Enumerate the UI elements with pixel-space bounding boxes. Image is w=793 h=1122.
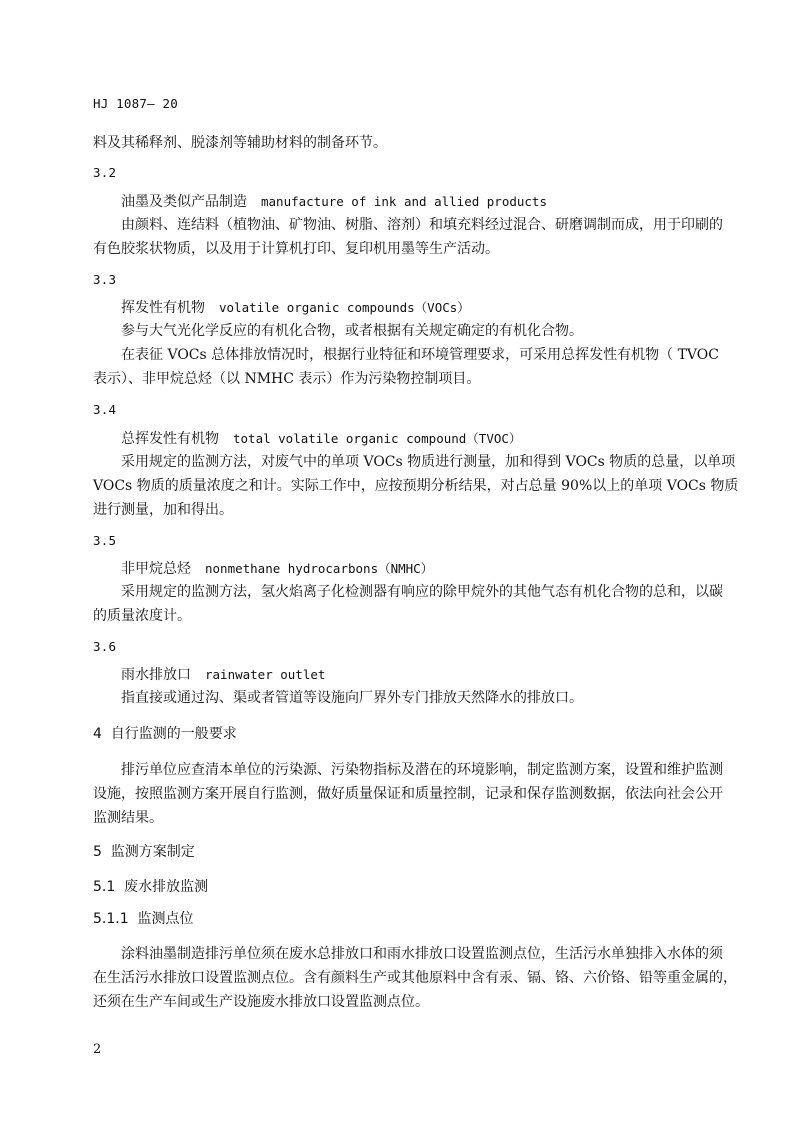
paragraph-line: 在表征 VOCs 总体排放情况时，根据行业特征和环境管理要求，可采用总挥发性有机物（ TVOC — [121, 347, 719, 363]
paragraph-line: 在生活污水排放口设置监测点位。含有颜料生产或其他原料中含有汞、镉、铬、六价铬、铅等重金属的， — [93, 970, 737, 986]
standard-code-header: HJ 1087— 20 — [93, 96, 178, 111]
term-chinese: 挥发性有机物 — [121, 300, 205, 316]
term-number: 3.5 — [93, 533, 117, 548]
term-chinese: 总挥发性有机物 — [121, 431, 219, 447]
term-chinese: 雨水排放口 — [121, 667, 191, 683]
paragraph-line: 采用规定的监测方法，对废气中的单项 VOCs 物质进行测量，加和得到 VOCs 物质的总量，以单项 — [121, 454, 736, 470]
paragraph-line: 采用规定的监测方法，氢火焰离子化检测器有响应的除甲烷外的其他气态有机化合物的总和，以碳 — [121, 584, 723, 600]
term-chinese: 油墨及类似产品制造 — [121, 194, 247, 210]
term-number: 3.2 — [93, 165, 117, 180]
paragraph-line: 指直接或通过沟、渠或者管道等设施向厂界外专门排放天然降水的排放口。 — [121, 690, 583, 706]
term-heading — [121, 666, 325, 684]
term-english: manufacture of ink and allied products — [261, 194, 547, 209]
paragraph-line: 涂料油墨制造排污单位须在废水总排放口和雨水排放口设置监测点位，生活污水单独排入水体的须 — [121, 946, 723, 962]
term-heading — [121, 560, 433, 578]
section-heading: 4 自行监测的一般要求 — [93, 726, 237, 742]
paragraph-line: 的质量浓度计。 — [93, 608, 191, 624]
paragraph-line: 表示）、非甲烷总烃（以 NMHC 表示）作为污染物控制项目。 — [93, 371, 481, 387]
paragraph-line: 进行测量，加和得出。 — [93, 502, 233, 518]
term-heading — [121, 193, 547, 211]
term-english: total volatile organic compound（TVOC） — [233, 431, 522, 446]
term-chinese: 非甲烷总烃 — [121, 561, 191, 577]
paragraph-line: 设施，按照监测方案开展自行监测，做好质量保证和质量控制，记录和保存监测数据，依法向社会公开 — [93, 786, 723, 802]
paragraph-line: 参与大气光化学反应的有机化合物，或者根据有关规定确定的有机化合物。 — [121, 323, 583, 339]
paragraph-line: 监测结果。 — [93, 810, 163, 826]
term-english: volatile organic compounds（VOCs） — [219, 300, 470, 315]
term-number: 3.4 — [93, 402, 117, 417]
paragraph-line: 还须在生产车间或生产设施废水排放口设置监测点位。 — [93, 994, 429, 1010]
paragraph-line: 料及其稀释剂、脱漆剂等辅助材料的制备环节。 — [93, 135, 387, 151]
paragraph-line: 排污单位应查清本单位的污染源、污染物指标及潜在的环境影响，制定监测方案，设置和维护监测 — [121, 762, 723, 778]
section-heading: 5 监测方案制定 — [93, 844, 195, 860]
term-english: nonmethane hydrocarbons（NMHC） — [205, 561, 434, 576]
term-heading — [121, 430, 521, 448]
paragraph-line: 由颜料、连结料（植物油、矿物油、树脂、溶剂）和填充料经过混合、研磨调制而成，用于印刷的 — [121, 217, 723, 233]
subsection-heading: 5.1.1 监测点位 — [93, 911, 194, 927]
term-english: rainwater outlet — [205, 667, 326, 682]
subsection-heading: 5.1 废水排放监测 — [93, 879, 209, 895]
term-number: 3.3 — [93, 272, 117, 287]
term-heading — [121, 299, 470, 317]
paragraph-line: 有色胶浆状物质，以及用于计算机打印、复印机用墨等生产活动。 — [93, 241, 499, 257]
term-number: 3.6 — [93, 639, 117, 654]
page-number: 2 — [93, 1042, 102, 1057]
paragraph-line: VOCs 物质的质量浓度之和计。实际工作中，应按预期分析结果，对占总量 90%以上的单项 VOCs 物质 — [93, 478, 739, 494]
